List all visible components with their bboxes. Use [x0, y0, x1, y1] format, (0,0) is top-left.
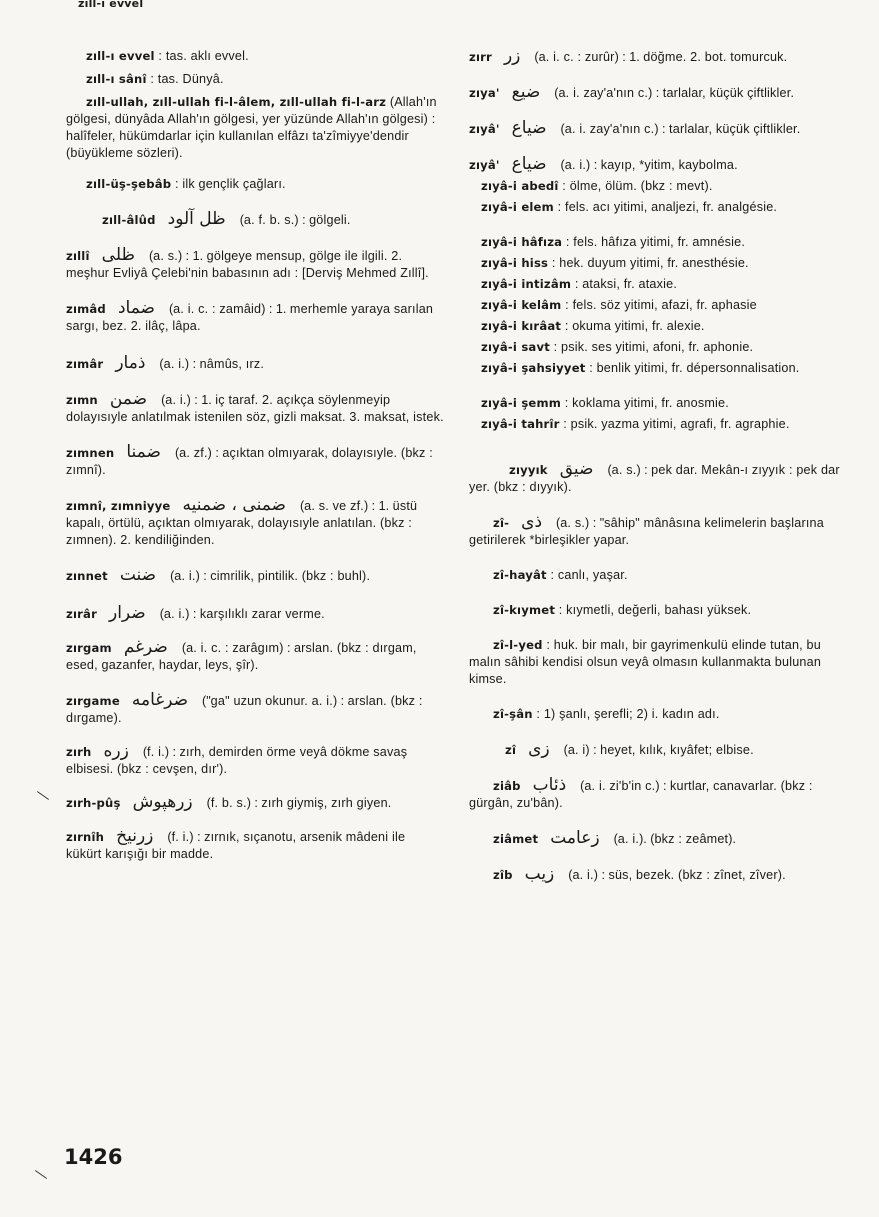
entry-definition: : ataksi, fr. ataxie.: [574, 277, 678, 291]
dictionary-entry: [66, 300, 444, 335]
dictionary-entry: [469, 360, 847, 377]
entry-definition: (a. zf.) : açıktan olmıyarak, dolayısıyle. (bkz : zımnî).: [66, 446, 433, 477]
entry-headword: zıyâ-i hiss: [481, 256, 549, 270]
entry-headword: zıyâ-i intizâm: [481, 277, 572, 291]
entry-definition: (a. i.) : 1. iç taraf. 2. açıkça söylenmeyip dolayısıyle anlatılmak istenilen söz, gizli maksat. 3. maksat, istek.: [66, 393, 444, 424]
entry-definition: (a. i.) : kayıp, *yitim, kaybolma.: [560, 158, 738, 172]
entry-definition: : fels. söz yitimi, afazi, fr. aphasie: [565, 298, 757, 312]
dictionary-entry: [66, 828, 444, 863]
dictionary-entry: [469, 297, 847, 314]
entry-headword: zımâd: [66, 302, 106, 316]
entry-definition: (a. s.) : pek dar. Mekân-ı zıyyık : pek dar yer. (bkz : dıyyık).: [469, 463, 840, 494]
entry-arabic-script: ضمنا: [126, 442, 161, 462]
entry-definition: : okuma yitimi, fr. alexie.: [564, 319, 705, 333]
margin-mark: [37, 791, 49, 800]
entry-definition: (f. i.) : zırh, demirden örme veyâ dökme savaş elbisesi. (bkz : cevşen, dır').: [66, 745, 408, 776]
entry-definition: : koklama yitimi, fr. anosmie.: [564, 396, 729, 410]
dictionary-entry: [66, 444, 444, 479]
entry-definition: (a. i) : heyet, kılık, kıyâfet; elbise.: [563, 743, 754, 757]
entry-definition: (a. i. c. : zarâgım) : arslan. (bkz : dırgam, esed, gazanfer, haydar, leys, şîr).: [66, 641, 417, 672]
entry-arabic-script: زعامت: [550, 828, 600, 848]
entry-arabic-script: ذمار: [115, 353, 146, 373]
dictionary-entry: [469, 637, 847, 688]
entry-headword: zıyâ-i şahsiyyet: [481, 361, 586, 375]
entry-definition: (a. i. zay'a'nın c.) : tarlalar, küçük çiftlikler.: [554, 86, 795, 100]
entry-arabic-script: ضیاع: [511, 154, 547, 174]
entry-definition: ("ga" uzun okunur. a. i.) : arslan. (bkz : dırgame).: [66, 694, 423, 725]
entry-definition: (a. i. c. : zurûr) : 1. döğme. 2. bot. tomurcuk.: [534, 50, 788, 64]
entry-definition: (a. i.) : nâmûs, ırz.: [159, 357, 265, 371]
dictionary-entry: [469, 156, 847, 174]
entry-headword: zınnet: [66, 569, 108, 583]
entry-headword: zırgam: [66, 641, 112, 655]
entry-arabic-script: ظلی: [101, 245, 135, 265]
entry-arabic-script: ظل آلود: [167, 209, 226, 229]
entry-arabic-script: زی: [528, 739, 550, 759]
entry-headword: zî: [505, 743, 517, 757]
entry-headword: zî-kıymet: [493, 603, 556, 617]
dictionary-entry: [469, 416, 847, 433]
entry-definition: (a. i. c. : zamâid) : 1. merhemle yaraya sarılan sargı, bez. 2. ilâç, lâpa.: [66, 302, 434, 333]
entry-definition: (a. s.) : "sâhip" mânâsına kelimelerin başlarına getirilerek *birleşikler yapar.: [469, 516, 824, 547]
dictionary-entry: [469, 339, 847, 356]
entry-headword: zırr: [469, 50, 492, 64]
dictionary-entry: [469, 395, 847, 412]
entry-definition: (a. i. zay'a'nın c.) : tarlalar, küçük çiftlikler.: [560, 122, 801, 136]
entry-headword: zıyâ-i kırâat: [481, 319, 562, 333]
entry-definition: (a. f. b. s.) : gölgeli.: [239, 213, 351, 227]
dictionary-entry: [66, 94, 444, 162]
entry-headword: zıll-ı sânî: [86, 72, 147, 86]
entry-headword: zırh-pûş: [66, 796, 121, 810]
entry-definition: (a. i.) : cimrilik, pintilik. (bkz : buhl).: [170, 569, 371, 583]
entry-arabic-script: ذی: [521, 512, 543, 532]
entry-headword: zıyâ-i abedî: [481, 179, 559, 193]
dictionary-entry: [469, 567, 847, 584]
entry-headword: zıyâ-i savt: [481, 340, 550, 354]
entry-headword: zımnî, zımniyye: [66, 499, 171, 513]
entry-headword: zımn: [66, 393, 98, 407]
dictionary-entry: [469, 602, 847, 619]
entry-arabic-script: ضیق: [559, 459, 594, 479]
dictionary-entry: [66, 391, 444, 426]
entry-headword: zımnen: [66, 446, 115, 460]
entry-headword: zıyâ-i tahrîr: [481, 417, 560, 431]
entry-headword: zımâr: [66, 357, 104, 371]
entry-definition: : canlı, yaşar.: [550, 568, 628, 582]
entry-headword: zî-l-yed: [493, 638, 543, 652]
entry-definition: : ilk gençlik çağları.: [174, 177, 286, 191]
dictionary-entry: [66, 48, 444, 65]
entry-headword: zıll-âlûd: [102, 213, 156, 227]
entry-definition: (a. s.) : 1. gölgeye mensup, gölge ile ilgili. 2. meşhur Evliyâ Çelebi'nin babasının adı : [Derviş Mehmed Zıllî].: [66, 249, 429, 280]
entry-headword: zıll-ullah, zıll-ullah fi-l-âlem, zıll-ullah fi-l-arz: [86, 95, 387, 109]
entry-headword: zî-hayât: [493, 568, 547, 582]
entry-definition: (a. i.) : süs, bezek. (bkz : zînet, zîver).: [568, 868, 786, 882]
entry-headword: zırgame: [66, 694, 120, 708]
entry-headword: zıyâ-i kelâm: [481, 298, 562, 312]
dictionary-entry: [469, 866, 847, 884]
entry-headword: ziâmet: [493, 832, 539, 846]
dictionary-entry: [469, 199, 847, 216]
entry-definition: : psik. yazma yitimi, agrafi, fr. agraphie.: [563, 417, 790, 431]
entry-headword: zîb: [493, 868, 513, 882]
entry-arabic-script: ضماد: [117, 298, 155, 318]
dictionary-entry: [469, 461, 847, 496]
entry-headword: zıyâ-i şemm: [481, 396, 562, 410]
entry-arabic-script: ضرغم: [123, 637, 168, 657]
entry-definition: : tas. aklı evvel.: [158, 49, 249, 63]
dictionary-entry: [469, 255, 847, 272]
entry-definition: : kıymetli, değerli, bahası yüksek.: [558, 603, 752, 617]
entry-arabic-script: زره: [103, 741, 129, 761]
entry-arabic-script: ضمن: [109, 389, 148, 409]
entry-arabic-script: ذئاب: [532, 775, 567, 795]
entry-headword: zıll-üş-şebâb: [86, 177, 172, 191]
running-head: zıll-ı evvel: [78, 0, 144, 10]
dictionary-entry: [66, 71, 444, 88]
dictionary-entry: [469, 830, 847, 848]
dictionary-entry: [66, 567, 444, 585]
dictionary-entry: [469, 706, 847, 723]
dictionary-entry: [66, 605, 444, 623]
entry-definition: (a. s. ve zf.) : 1. üstü kapalı, örtülü, açıktan olmıyarak, dolayısıyle anlatılan. (bkz : zımnen). 2. kendiliğinden.: [66, 499, 418, 547]
dictionary-entry: [66, 743, 444, 778]
entry-arabic-script: زرهپوش: [132, 792, 193, 812]
dictionary-entry: [66, 355, 444, 373]
entry-arabic-script: ضمنی ، ضمنیه: [182, 495, 286, 515]
entry-arabic-script: ضنت: [119, 565, 157, 585]
entry-definition: (a. i.) : karşılıklı zarar verme.: [159, 607, 325, 621]
entry-definition: : psik. ses yitimi, afoni, fr. aphonie.: [553, 340, 754, 354]
entry-headword: zî-: [493, 516, 510, 530]
entry-headword: zıyyık: [509, 463, 548, 477]
entry-arabic-script: زیب: [524, 864, 555, 884]
entry-headword: zıyâ': [469, 158, 500, 172]
entry-headword: zıllî: [66, 249, 90, 263]
right-column: [469, 48, 847, 884]
entry-arabic-script: ضرار: [108, 603, 146, 623]
entry-headword: zırâr: [66, 607, 97, 621]
page-number: 1426: [64, 1145, 123, 1169]
entry-definition: (a. i. zi'b'in c.) : kurtlar, canavarlar. (bkz : gürgân, zu'bân).: [469, 779, 813, 810]
entry-definition: (a. i.). (bkz : zeâmet).: [613, 832, 736, 846]
dictionary-entry: [66, 794, 444, 812]
entry-definition: : tas. Dünyâ.: [150, 72, 224, 86]
dictionary-entry: [66, 211, 444, 229]
dictionary-entry: [469, 234, 847, 251]
entry-arabic-script: ضیع: [511, 82, 541, 102]
dictionary-entry: [469, 741, 847, 759]
entry-definition: : fels. hâfıza yitimi, fr. amnésie.: [565, 235, 746, 249]
entry-definition: : 1) şanlı, şerefli; 2) i. kadın adı.: [536, 707, 720, 721]
entry-headword: zırnîh: [66, 830, 105, 844]
entry-headword: zıyâ-i hâfıza: [481, 235, 563, 249]
margin-mark: [35, 1170, 47, 1179]
entry-definition: : fels. acı yitimi, analjezi, fr. analgésie.: [557, 200, 778, 214]
entry-headword: zıya': [469, 86, 500, 100]
dictionary-entry: [469, 178, 847, 195]
entry-definition: : benlik yitimi, fr. dépersonnalisation.: [589, 361, 800, 375]
entry-arabic-script: زرنیخ: [116, 826, 154, 846]
entry-arabic-script: ضرغامه: [131, 690, 189, 710]
dictionary-entry: [66, 692, 444, 727]
entry-definition: : ölme, ölüm. (bkz : mevt).: [562, 179, 713, 193]
entry-headword: ziâb: [493, 779, 521, 793]
entry-definition: (f. i.) : zırnık, sıçanotu, arsenik mâdeni ile kükürt karışığı bir madde.: [66, 830, 406, 861]
dictionary-entry: [66, 497, 444, 549]
entry-definition: (Allah'ın gölgesi, dünyâda Allah'ın gölgesi, yer yüzünde Allah'ın gölgesi) : halîfeler, hükümdarlar için kullanılan elfâzı ta'zîmiyye'dendir (büyükleme sözleri).: [66, 95, 437, 160]
dictionary-entry: [66, 176, 444, 193]
dictionary-entry: [469, 514, 847, 549]
entry-definition: : hek. duyum yitimi, fr. anesthésie.: [551, 256, 749, 270]
entry-definition: : huk. bir malı, bir gayrimenkulü elinde tutan, bu malın sâhibi kendisi olsun veyâ olmasın kullanmakta bulunan kimse.: [469, 638, 822, 686]
entry-headword: zıll-ı evvel: [86, 49, 155, 63]
entry-headword: zıyâ': [469, 122, 500, 136]
dictionary-entry: [469, 777, 847, 812]
left-column: [66, 48, 444, 863]
dictionary-entry: [66, 247, 444, 282]
dictionary-entry: [469, 48, 847, 66]
dictionary-entry: [66, 639, 444, 674]
entry-headword: zıyâ-i elem: [481, 200, 554, 214]
entry-arabic-script: ضیاع: [511, 118, 547, 138]
entry-headword: zî-şân: [493, 707, 533, 721]
dictionary-entry: [469, 318, 847, 335]
dictionary-entry: [469, 276, 847, 293]
entry-definition: (f. b. s.) : zırh giymiş, zırh giyen.: [206, 796, 392, 810]
dictionary-entry: [469, 120, 847, 138]
dictionary-entry: [469, 84, 847, 102]
entry-headword: zırh: [66, 745, 92, 759]
entry-arabic-script: زر: [503, 46, 521, 66]
